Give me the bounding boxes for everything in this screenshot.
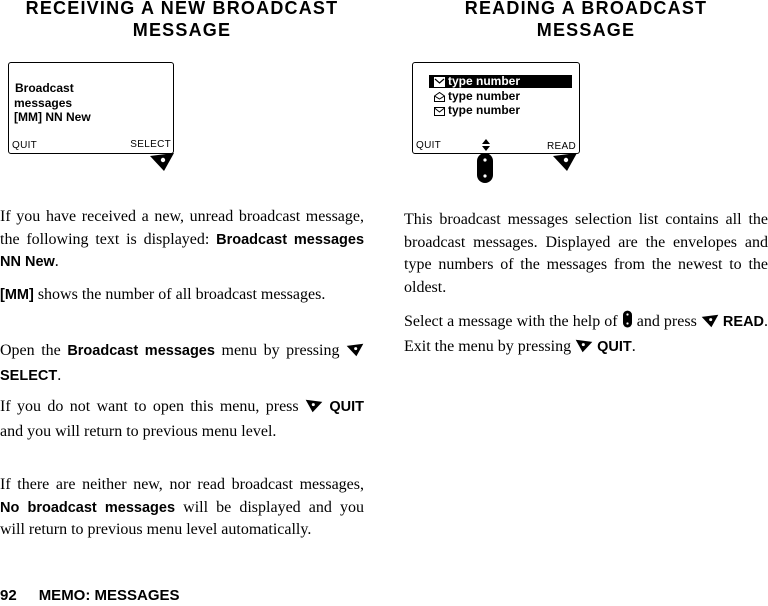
bold-broadcast-new: Broadcast messages NN New xyxy=(0,231,365,270)
envelope-open-icon xyxy=(434,77,445,90)
right-softkey-icon xyxy=(149,152,175,177)
page-footer xyxy=(0,586,180,606)
screen-softkey-quit: QUIT xyxy=(416,140,442,151)
key-read: READ xyxy=(722,314,765,330)
bold-mm: [MM] xyxy=(0,287,34,303)
screen-softkey-quit: QUIT xyxy=(12,140,38,151)
scroll-key-icon xyxy=(622,310,633,336)
screen-line-broadcast: Broadcast xyxy=(15,81,74,95)
left-heading-line1: RECEIVING A NEW BROADCAST xyxy=(25,0,339,18)
list-item-selected: type number xyxy=(429,75,572,88)
left-paragraph-3: Open the Broadcast messages menu by pressing SELECT. xyxy=(0,340,364,387)
right-heading-line2: MESSAGE xyxy=(536,20,636,40)
left-softkey-icon xyxy=(305,398,323,421)
scroll-key-icon xyxy=(476,152,494,189)
screen-line-messages: messages xyxy=(14,96,73,110)
section-title: MEMO: MESSAGES xyxy=(38,587,180,604)
bold-no-broadcast: No broadcast messages xyxy=(0,499,176,516)
list-item: type number xyxy=(429,90,520,103)
page-number: 92 xyxy=(0,587,17,604)
right-softkey-icon xyxy=(552,152,578,177)
envelope-closed-icon xyxy=(434,106,445,119)
phone-screen-broadcast-list xyxy=(412,62,580,154)
left-heading xyxy=(0,0,364,41)
right-paragraph-1: This broadcast messages selection list contains all the broadcast messages. Displayed are the envelopes and type numbers of the messages from the newest to the oldest. xyxy=(404,211,768,296)
left-paragraph-5: If there are neither new, nor read broadcast messages, No broadcast messages will be displayed and you will return to previous menu level automatically. xyxy=(0,476,364,538)
screen-softkey-select: SELECT xyxy=(130,139,171,150)
phone-screen-new-broadcast xyxy=(8,62,174,154)
bold-broadcast-messages: Broadcast messages xyxy=(67,343,215,359)
left-paragraph-1: If you have received a new, unread broadcast message, the following text is displayed: Broadcast messages NN New. xyxy=(0,208,365,270)
right-heading xyxy=(404,0,768,41)
left-softkey-icon xyxy=(575,338,593,361)
list-item: type number xyxy=(429,104,520,117)
right-softkey-icon xyxy=(701,313,719,336)
left-paragraph-4: If you do not want to open this menu, press QUIT and you will return to previous menu level. xyxy=(0,398,365,440)
key-quit: QUIT xyxy=(597,338,632,355)
right-paragraph-2: Select a message with the help of and press READ. Exit the menu by pressing QUIT. xyxy=(404,310,768,360)
screen-line-count: [MM] NN New xyxy=(14,110,91,124)
key-select: SELECT xyxy=(0,367,58,384)
key-quit: QUIT xyxy=(329,399,365,415)
left-paragraph-2: [MM] shows the number of all broadcast messages. xyxy=(0,286,326,303)
right-heading-line1: READING A BROADCAST xyxy=(464,0,708,18)
right-softkey-icon xyxy=(346,342,364,365)
screen-softkey-read: READ xyxy=(547,141,576,152)
left-heading-line2: MESSAGE xyxy=(132,20,232,40)
